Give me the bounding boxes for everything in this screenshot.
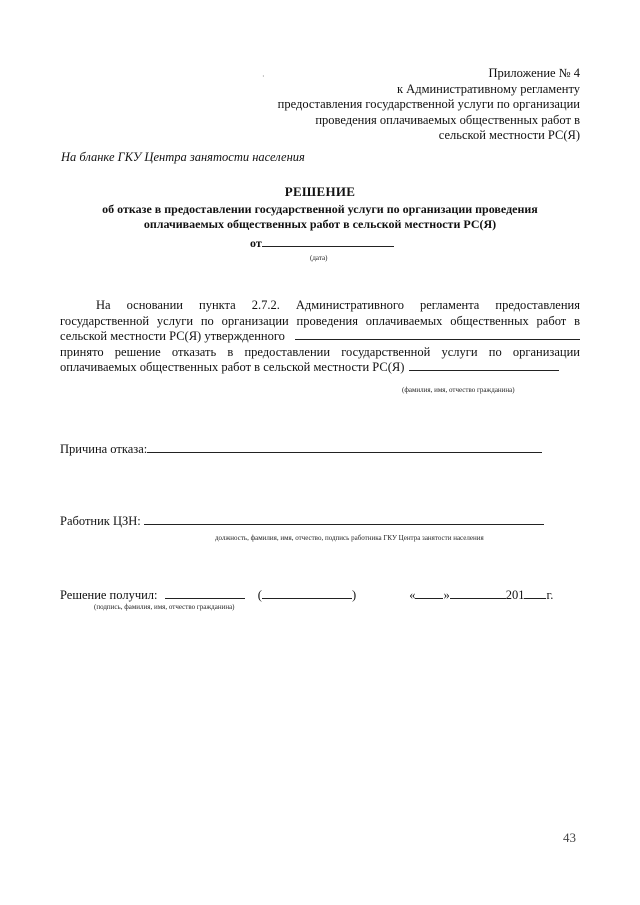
body-line: На основании пункта 2.7.2. Административного регламента предоставления <box>96 298 580 312</box>
appendix-line: проведения оплачиваемых общественных работ в <box>315 112 580 127</box>
signature-caption: (подпись, фамилия, имя, отчество гражданина) <box>94 603 235 611</box>
refusal-reason-blank-line <box>147 452 542 453</box>
letterhead-note: На бланке ГКУ Центра занятости населения <box>61 150 305 164</box>
appendix-line: предоставления государственной услуги по организации <box>277 97 580 112</box>
body-line-with-blank <box>60 329 580 345</box>
month-blank-line <box>450 598 506 599</box>
body-line-text: сельской местности РС(Я) утвержденного <box>60 329 285 343</box>
document-subtitle <box>0 202 640 232</box>
date-blank-line <box>262 246 394 247</box>
date-row <box>250 236 394 251</box>
subtitle-line: об отказе в предоставлении государственной услуги по организации проведения <box>102 202 538 216</box>
citizen-caption: (фамилия, имя, отчество гражданина) <box>402 386 515 394</box>
appendix-line: сельской местности РС(Я) <box>438 128 580 143</box>
body-line: государственной услуги по организации проведения оплачиваемых общественных работ в <box>60 313 580 328</box>
appendix-line: к Административному регламенту <box>396 81 580 96</box>
body-line: принято решение отказать в предоставлении государственной услуги по организации <box>60 344 580 359</box>
year-prefix: 201 <box>505 588 525 602</box>
quote-close: » <box>443 588 450 602</box>
document-title: РЕШЕНИЕ <box>284 184 356 199</box>
received-label: Решение получил: <box>60 588 158 602</box>
received-row <box>60 588 553 603</box>
appendix-line: Приложение № 4 <box>488 66 580 80</box>
signature-blank-line <box>165 598 245 599</box>
page-number: 43 <box>563 830 576 845</box>
decision-body <box>60 298 580 376</box>
day-blank-line <box>415 598 443 599</box>
open-paren: ( <box>257 588 262 602</box>
year-blank-line <box>524 598 546 599</box>
refusal-reason-label: Причина отказа: <box>60 442 148 456</box>
body-line-text: оплачиваемых общественных работ в сельской местности РС(Я) <box>60 360 405 374</box>
appendix-header <box>278 66 580 144</box>
refusal-reason-row <box>60 442 542 457</box>
date-caption: (дата) <box>310 254 328 262</box>
scan-speck: · <box>262 72 265 81</box>
worker-caption: должность, фамилия, имя, отчество, подпись работника ГКУ Центра занятости населения <box>215 534 484 542</box>
subtitle-line: оплачиваемых общественных работ в сельской местности РС(Я) <box>143 217 497 231</box>
date-prefix: от <box>250 236 262 250</box>
year-suffix: г. <box>546 588 554 602</box>
close-paren: ) <box>351 588 357 602</box>
worker-blank-line <box>144 524 544 525</box>
body-line-with-blank <box>60 360 580 376</box>
worker-label: Работник ЦЗН: <box>60 514 141 528</box>
quote-open: « <box>409 588 416 602</box>
worker-row <box>60 514 544 529</box>
name-blank-line <box>262 598 352 599</box>
approval-blank-line <box>295 339 580 340</box>
citizen-blank-line <box>409 370 559 371</box>
